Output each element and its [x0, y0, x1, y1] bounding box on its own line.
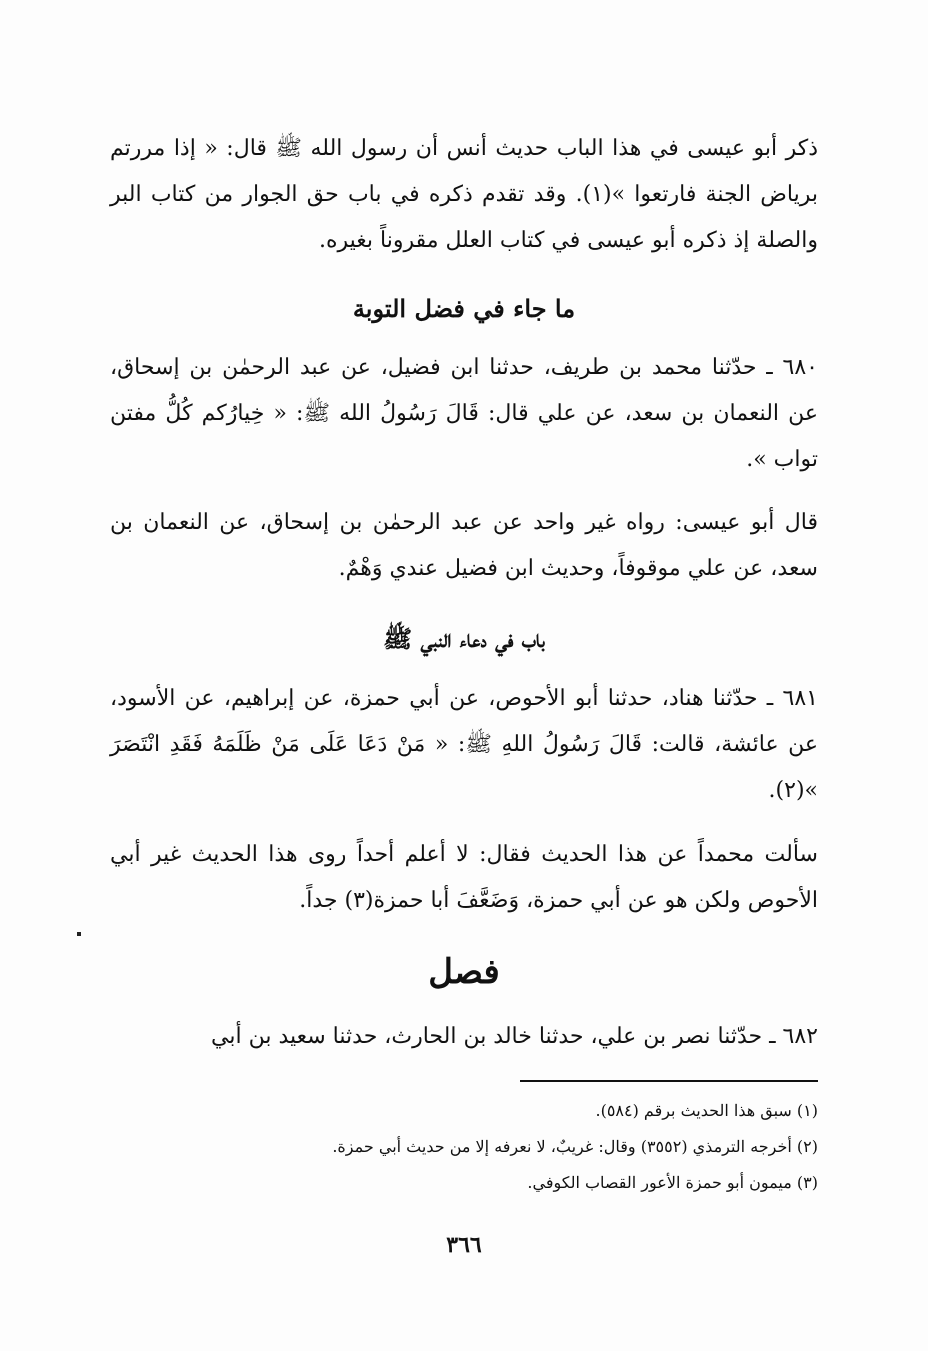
footnote-3: (٣) ميمون أبو حمزة الأعور القصاب الكوفي.: [527, 1173, 818, 1192]
paragraph-text: سألت محمداً عن هذا الحديث فقال: لا أعلم أحداً روى هذا الحديث غير أبي الأحوص ولكن هو عن أبي حمزة، وَضَعَّفَ أبا حمزة(٣) جداً.: [110, 842, 818, 913]
hadith-682: [110, 1014, 818, 1060]
paragraph-text: ذكر أبو عيسى في هذا الباب حديث أنس أن رسول الله ﷺ قال: « إذا مررتم برياض الجنة فارتعوا »(١). وقد تقدم ذكره في باب حق الجوار من كتاب البر والصلة إذ ذكره أبو عيسى في كتاب العلل مقروناً بغيره.: [110, 136, 818, 253]
hadith-681: [110, 676, 818, 814]
hadith-680: [110, 345, 818, 483]
footnote-2: (٢) أخرجه الترمذي (٣٥٥٢) وقال: غريبٌ، لا نعرفه إلا من حديث أبي حمزة.: [332, 1137, 818, 1156]
section-heading-fasl: فصل: [428, 952, 500, 992]
page-number: ٣٦٦: [446, 1232, 482, 1258]
margin-mark: [77, 932, 81, 936]
footnote-1: (١) سبق هذا الحديث برقم (٥٨٤).: [595, 1101, 818, 1120]
paragraph-text: قال أبو عيسى: رواه غير واحد عن عبد الرحمٰن بن إسحاق، عن النعمان بن سعد، عن علي موقوفاً، وحديث ابن فضيل عندي وَهْمٌ.: [110, 510, 818, 581]
paragraph-bukhari-question: [110, 832, 818, 924]
paragraph-text: ٦٨١ ـ حدّثنا هناد، حدثنا أبو الأحوص، عن أبي حمزة، عن إبراهيم، عن الأسود، عن عائشة، قالت: قَالَ رَسُولُ اللهِ ﷺ: « مَنْ دَعَا عَلَى مَنْ ظَلَمَهُ فَقَدِ انْتَصَرَ »(٢).: [110, 686, 818, 803]
section-heading-dua: باب في دعاء النبي ﷺ: [383, 624, 545, 653]
paragraph-text: ٦٨٠ ـ حدّثنا محمد بن طريف، حدثنا ابن فضيل، عن عبد الرحمٰن بن إسحاق، عن النعمان بن سعد، عن علي قال: قَالَ رَسُولُ الله ﷺ: « خِيارُكم كُلُّ مفتن تواب ».: [110, 355, 818, 472]
section-heading-tawba: ما جاء في فضل التوبة: [352, 294, 576, 323]
footnote-divider: [520, 1080, 818, 1082]
paragraph-abu-isa-comment: [110, 500, 818, 592]
paragraph-intro: [110, 126, 818, 264]
paragraph-text: ٦٨٢ ـ حدّثنا نصر بن علي، حدثنا خالد بن الحارث، حدثنا سعيد بن أبي: [211, 1024, 818, 1049]
